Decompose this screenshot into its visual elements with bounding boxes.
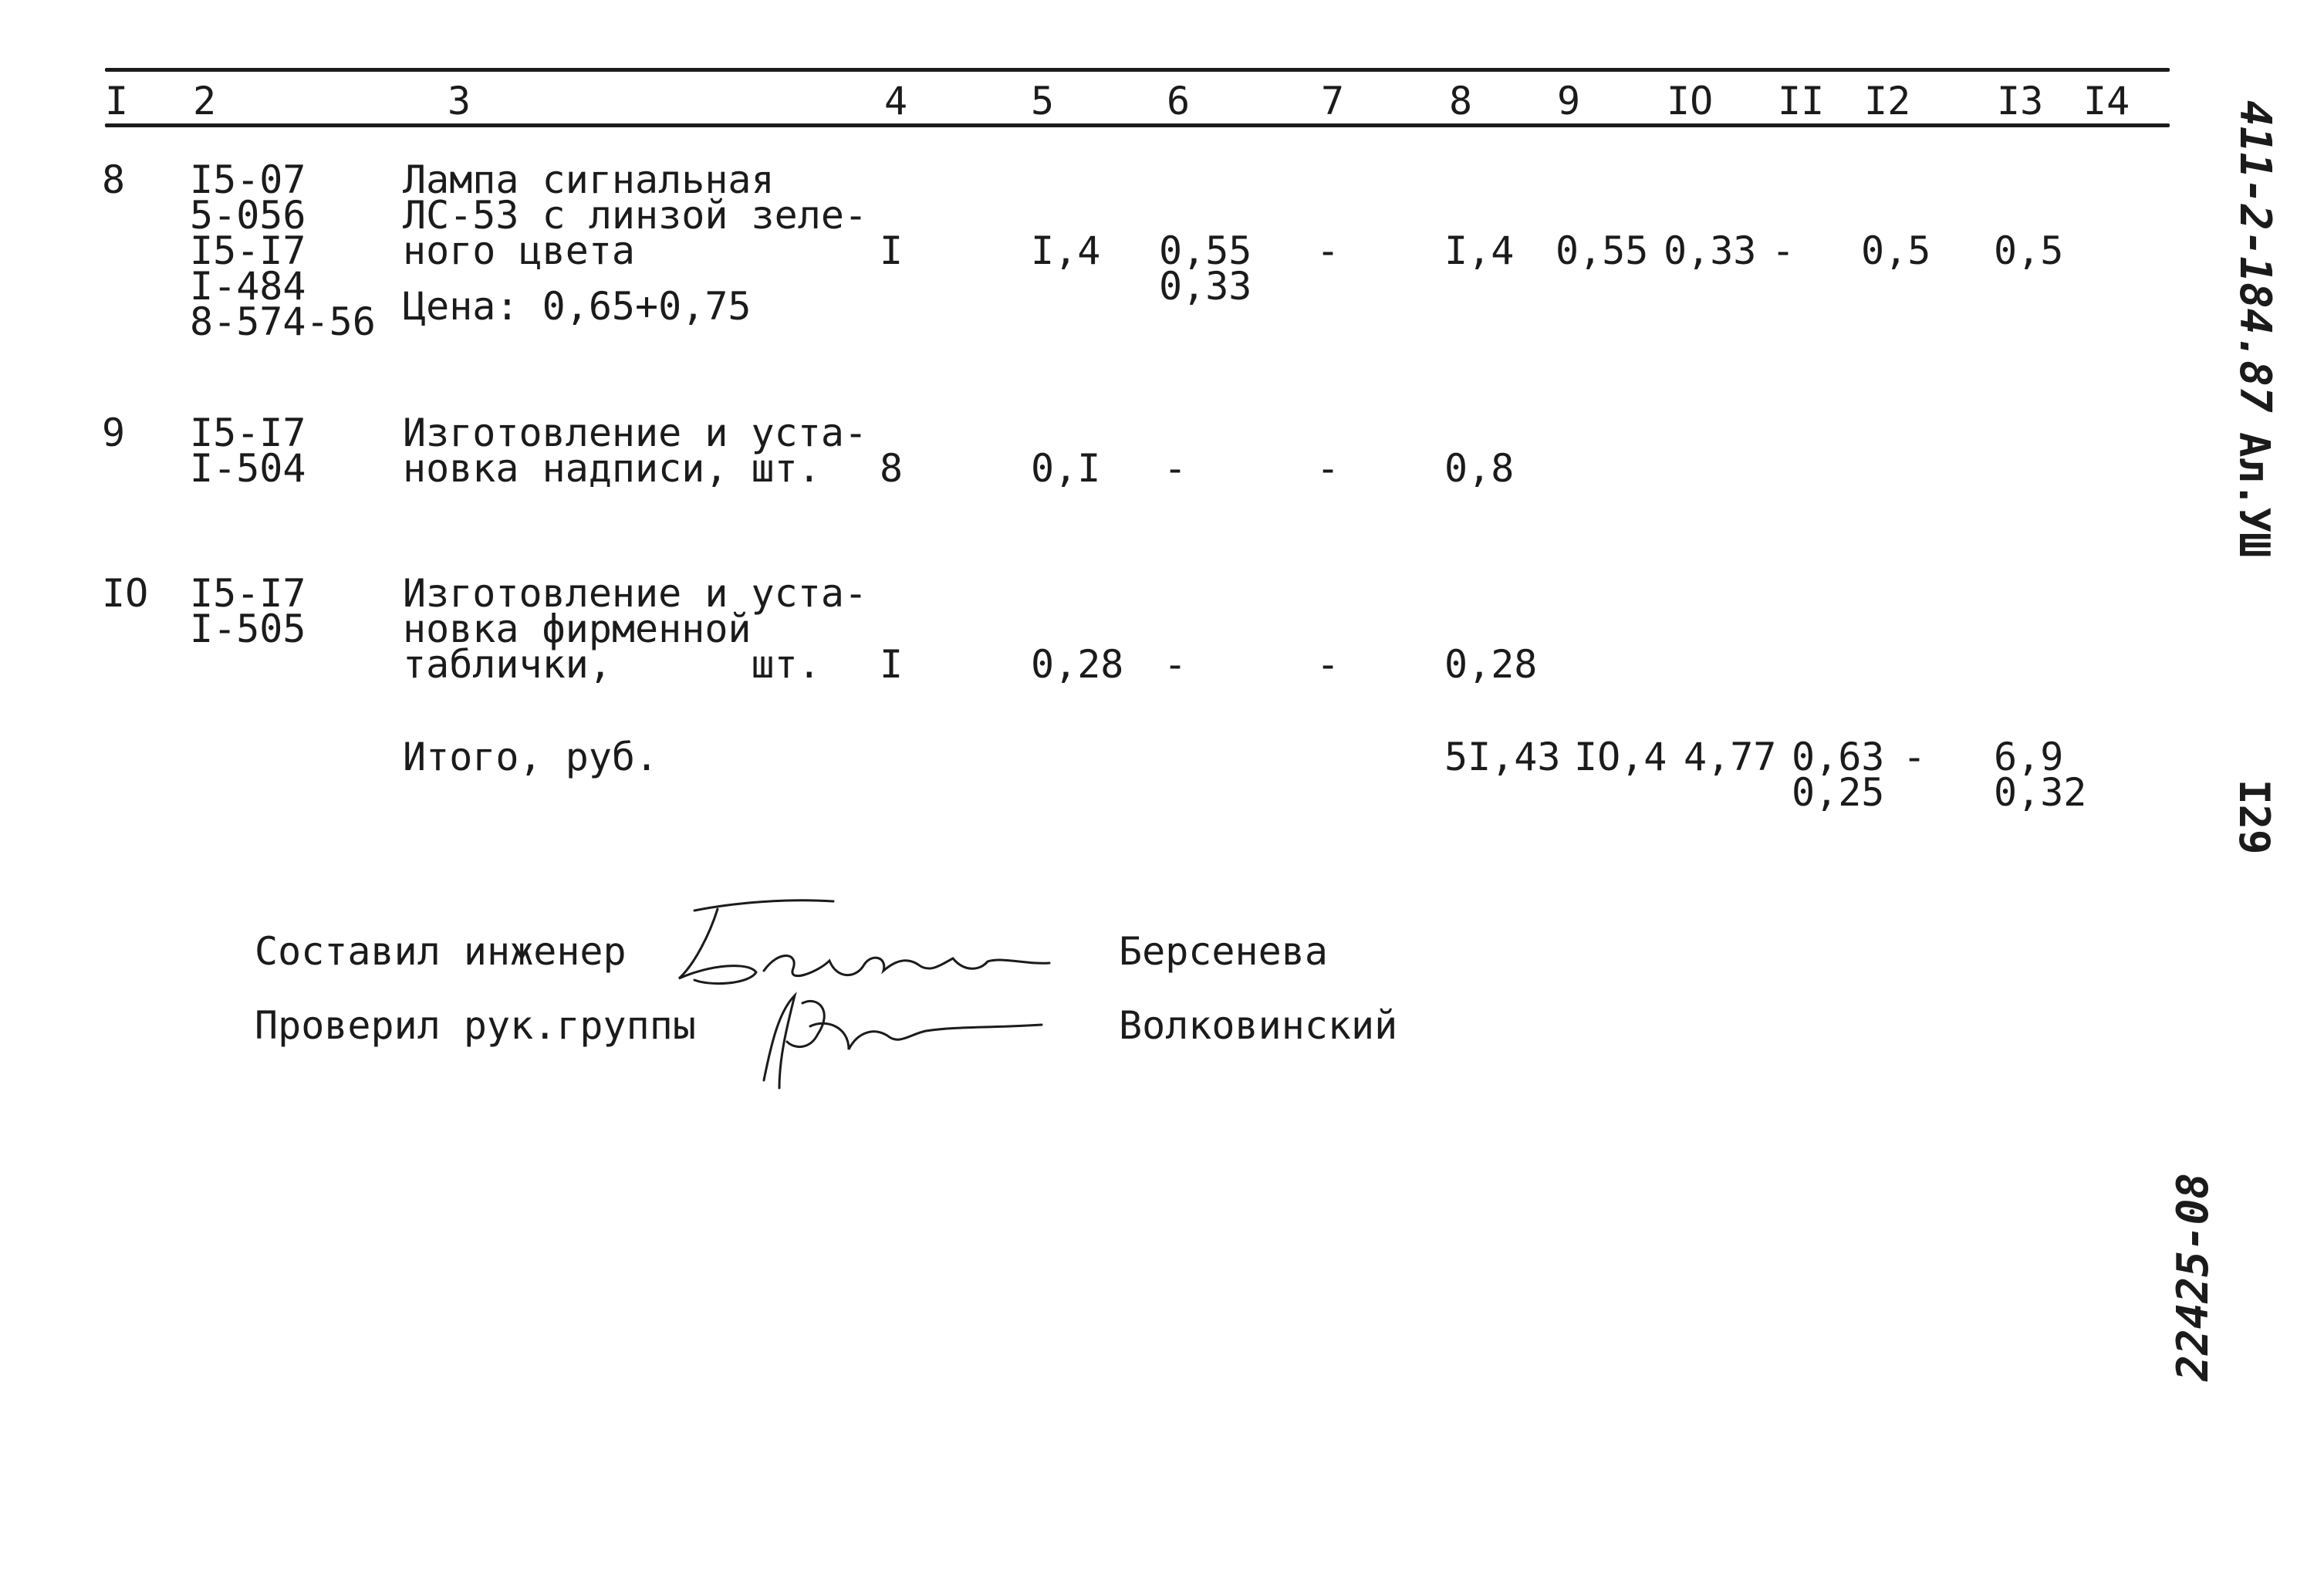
cell-col4: 8 [880, 446, 904, 491]
compiled-by-name: Берсенева [1119, 929, 1328, 974]
row-description: новка надписи, шт. [403, 446, 821, 491]
cell-col12: 0,5 [1861, 228, 1931, 273]
row-description: таблички, шт. [403, 642, 821, 687]
total-col13: 6,9 [1994, 735, 2064, 779]
row-description: ного цвета [403, 228, 636, 273]
archive-number: 22425-08 [2168, 1173, 2218, 1381]
cell-col4: I [880, 228, 904, 273]
col-header-4: 4 [884, 79, 908, 123]
total-col10: 4,77 [1684, 735, 1777, 779]
row-number: 9 [102, 411, 126, 455]
col-header-7: 7 [1321, 79, 1345, 123]
row-price-note: Цена: 0,65+0,75 [403, 284, 752, 329]
header-top-rule [105, 68, 2170, 72]
col-header-10: IO [1667, 79, 1714, 123]
col-header-2: 2 [193, 79, 217, 123]
page-number: I29 [2230, 779, 2278, 855]
row-description: Изготовление и уста- [403, 411, 868, 455]
row-number: IO [102, 571, 149, 616]
total-label: Итого, руб. [403, 735, 659, 779]
cell-col5: 0,28 [1031, 642, 1124, 687]
checked-by-label: Проверил рук.группы [255, 1003, 696, 1048]
checked-by-name: Волковинский [1119, 1003, 1398, 1048]
row-code: I5-07 [190, 157, 306, 202]
cell-col5: I,4 [1031, 228, 1101, 273]
col-header-11: II [1778, 79, 1825, 123]
cell-col9: 0,55 [1556, 228, 1649, 273]
compiled-signature [664, 887, 1065, 995]
cell-col6: - [1164, 642, 1187, 687]
cell-col11: - [1772, 228, 1795, 273]
compiled-by-label: Составил инженер [255, 929, 627, 974]
row-description: Изготовление и уста- [403, 571, 868, 616]
header-bottom-rule [105, 123, 2170, 127]
cell-col13: 0,5 [1994, 228, 2064, 273]
row-code: 5-056 [190, 193, 306, 238]
cell-col7: - [1316, 228, 1340, 273]
album-label: Ал.УШ [2230, 432, 2278, 558]
row-code: 8-574-56 [190, 299, 376, 344]
col-header-9: 9 [1557, 79, 1581, 123]
col-header-14: I4 [2083, 79, 2130, 123]
checked-signature [733, 980, 1057, 1096]
row-number: 8 [102, 157, 126, 202]
row-code: I-484 [190, 264, 306, 309]
col-header-6: 6 [1167, 79, 1191, 123]
total-col11: 0,63 [1792, 735, 1885, 779]
total-col8: 5I,43 [1444, 735, 1561, 779]
total-col13: 0,32 [1994, 770, 2087, 815]
row-code: I5-I7 [190, 571, 306, 616]
cell-col8: I,4 [1444, 228, 1515, 273]
col-header-5: 5 [1031, 79, 1055, 123]
cell-col10: 0,33 [1664, 228, 1757, 273]
total-col11: 0,25 [1792, 770, 1885, 815]
cell-col6: - [1164, 446, 1187, 491]
total-col12: - [1903, 735, 1927, 779]
cell-col8: 0,28 [1444, 642, 1538, 687]
row-code: I5-I7 [190, 411, 306, 455]
col-header-3: 3 [448, 79, 471, 123]
col-header-1: I [105, 79, 129, 123]
col-header-8: 8 [1449, 79, 1473, 123]
row-description: новка фирменной [403, 607, 752, 651]
row-code: I-504 [190, 446, 306, 491]
doc-code: 411-2-184.87 [2230, 100, 2280, 413]
cell-col7: - [1316, 446, 1340, 491]
row-description: ЛС-53 с линзой зеле- [403, 193, 868, 238]
col-header-12: I2 [1864, 79, 1911, 123]
cell-col6: 0,33 [1159, 264, 1252, 309]
cell-col5: 0,I [1031, 446, 1101, 491]
col-header-13: I3 [1997, 79, 2044, 123]
row-code: I5-I7 [190, 228, 306, 273]
row-description: Лампа сигнальная [403, 157, 775, 202]
cell-col4: I [880, 642, 904, 687]
cell-col8: 0,8 [1444, 446, 1515, 491]
total-col9: IO,4 [1574, 735, 1667, 779]
cell-col6: 0,55 [1159, 228, 1252, 273]
row-code: I-505 [190, 607, 306, 651]
cell-col7: - [1316, 642, 1340, 687]
